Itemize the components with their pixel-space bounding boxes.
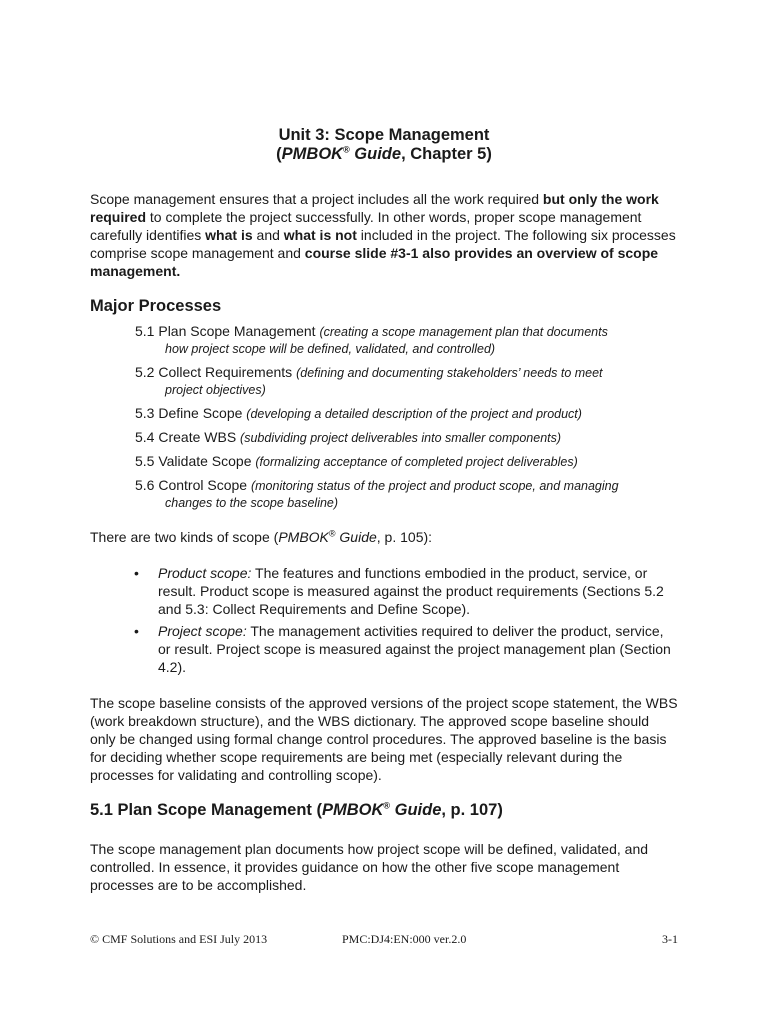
title-reg-mark: ®: [343, 144, 350, 155]
kinds-text-1: There are two kinds of scope (: [90, 529, 279, 545]
process-desc: (creating a scope management plan that documents: [319, 325, 608, 339]
intro-text-2: to complete the project successfully. In other words, proper scope management carefully identifies: [90, 209, 642, 243]
intro-bold-2: what is: [205, 227, 253, 243]
process-item: [135, 364, 678, 399]
list-item: [134, 564, 678, 618]
title-chapter: , Chapter 5): [401, 145, 492, 163]
intro-text-4: included in the project. The following six processes comprise scope management and: [90, 227, 676, 261]
bullet-icon: •: [134, 565, 139, 581]
process-desc-cont: project objectives): [165, 383, 266, 397]
intro-text-3: and: [252, 227, 284, 243]
process-item: [135, 477, 678, 512]
process-desc-cont: changes to the scope baseline): [165, 496, 339, 510]
kinds-guide: Guide: [335, 529, 377, 545]
process-item: [135, 405, 678, 423]
process-desc: (defining and documenting stakeholders’ needs to meet: [296, 366, 603, 380]
scope-kinds-list: [90, 564, 678, 676]
plan-heading-guide: Guide: [390, 801, 442, 819]
intro-bold-3: what is not: [283, 227, 357, 243]
intro-bold-4: course slide #3-1 also provides an overview of scope management.: [90, 245, 659, 279]
footer-doc-code: PMC:DJ4:EN:000 ver.2.0: [342, 932, 467, 946]
list-item: [134, 622, 678, 676]
process-name: 5.3 Define Scope: [135, 405, 247, 421]
bullet-label: Product scope:: [158, 565, 252, 581]
page-footer: [90, 932, 678, 948]
kinds-of-scope-paragraph: [90, 528, 678, 546]
scope-baseline-paragraph: The scope baseline consists of the approved versions of the project scope statement, the WBS (work breakdown structure), and the WBS dictionary. The approved scope baseline should only be changed using formal change control procedures. The approved baseline is the basis for deciding whether scope requirements are being met (especially relevant during the processes for validating and controlling scope).: [90, 695, 678, 783]
process-desc: (developing a detailed description of the project and product): [246, 407, 582, 421]
process-list: [90, 323, 678, 512]
page-title: [90, 126, 678, 164]
document-page: [90, 126, 678, 894]
bullet-icon: •: [134, 623, 139, 639]
process-desc: (formalizing acceptance of completed project deliverables): [255, 455, 578, 469]
process-desc-cont: how project scope will be defined, validated, and controlled): [165, 342, 496, 356]
process-name: 5.5 Validate Scope: [135, 453, 256, 469]
footer-page-number: 3-1: [662, 932, 678, 946]
plan-heading-pmbok: PMBOK: [321, 801, 384, 819]
process-item: [135, 453, 678, 471]
title-line-1: Unit 3: Scope Management: [278, 126, 490, 144]
intro-bold-1: but only the work required: [90, 191, 659, 225]
kinds-reg-mark: ®: [328, 528, 336, 539]
major-processes-heading: Major Processes: [90, 297, 222, 315]
title-pmbok: PMBOK: [281, 145, 344, 163]
kinds-text-2: , p. 105):: [376, 529, 433, 545]
title-paren: (: [276, 145, 282, 163]
plan-scope-heading: [90, 800, 678, 820]
intro-text-1: Scope management ensures that a project includes all the work required: [90, 191, 543, 207]
process-name: 5.4 Create WBS: [135, 429, 241, 445]
footer-copyright: © CMF Solutions and ESI July 2013: [90, 932, 268, 946]
process-desc: (subdividing project deliverables into smaller components): [240, 431, 562, 445]
kinds-pmbok: PMBOK: [278, 529, 329, 545]
title-line-2: [90, 145, 678, 164]
process-name: 5.2 Collect Requirements: [135, 364, 297, 380]
bullet-text: The features and functions embodied in the product, service, or result. Product scope is measured against the product requirements (Sections 5.2 and 5.3: Collect Requirements and Define Scope).: [158, 565, 664, 617]
bullet-text: The management activities required to deliver the product, service, or result. Project scope is measured against the project management plan (Section 4.2).: [158, 623, 671, 675]
intro-paragraph: [90, 190, 678, 280]
process-item: [135, 429, 678, 447]
process-name: 5.6 Control Scope: [135, 477, 251, 493]
title-guide: Guide: [349, 145, 402, 163]
process-item: [135, 323, 678, 358]
process-desc: (monitoring status of the project and product scope, and managing: [250, 479, 619, 493]
process-name: 5.1 Plan Scope Management: [135, 323, 320, 339]
plan-paragraph: The scope management plan documents how project scope will be defined, validated, and controlled. In essence, it provides guidance on how the other five scope management processes are to be accomplished.: [90, 841, 649, 893]
plan-heading-reg-mark: ®: [383, 800, 391, 811]
bullet-label: Project scope:: [158, 623, 247, 639]
plan-heading-text-2: , p. 107): [441, 801, 503, 819]
plan-heading-text-1: 5.1 Plan Scope Management (: [90, 801, 322, 819]
